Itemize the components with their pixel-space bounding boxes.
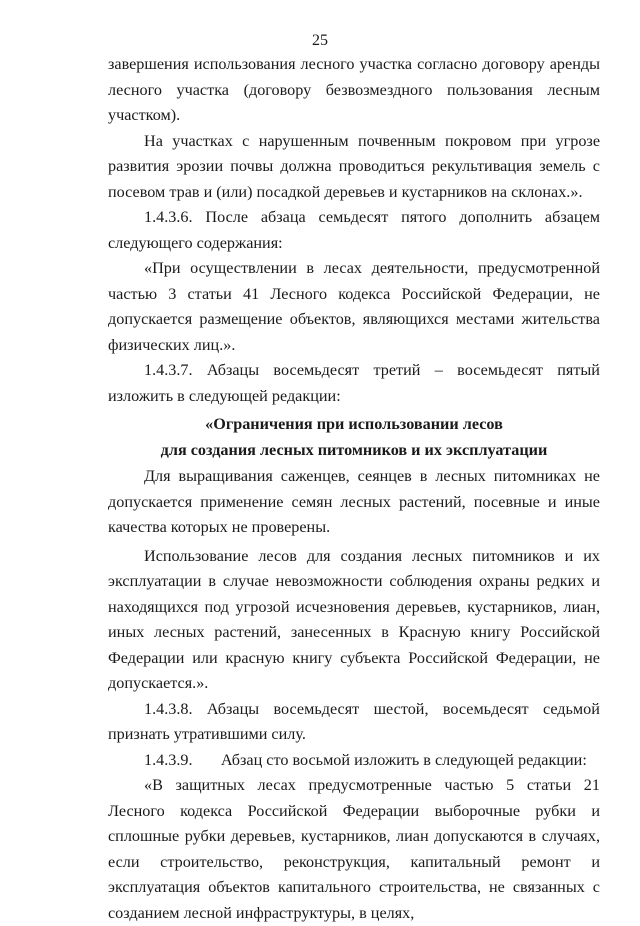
clause-word: третий xyxy=(373,361,421,379)
section-heading-line-1: «Ограничения при использовании лесов xyxy=(205,415,503,433)
clause-word: пятого xyxy=(401,208,447,226)
clause-word: восемьдесят xyxy=(442,699,529,718)
clause-word: абзаца xyxy=(260,208,306,226)
clause-word: абзацем xyxy=(544,208,600,226)
clause-continuation: следующего содержания: xyxy=(108,233,283,252)
clause-text: Абзац сто восьмой изложить в следующей редакции: xyxy=(220,750,587,769)
clause-1-4-3-8 xyxy=(108,697,600,723)
clause-word: Абзацы xyxy=(206,699,260,718)
paragraph-seeds: Для выращивания саженцев, сеянцев в лесных питомниках не допускается применение семян лесных растений, посевные и иные качества которых не проверены. xyxy=(108,467,600,536)
paragraph-nurseries: Использование лесов для создания лесных питомников и их эксплуатации в случае невозможности соблюдения охраны редких и находящихся под угрозой исчезновения деревьев, кустарников, лиан, иных лесных растений, занесенных в Красную книгу Российской Федерации или красную книгу субъекта Российской Федерации, не допускается.». xyxy=(108,546,600,692)
clause-word: восемьдесят xyxy=(273,699,360,718)
clause-1-4-3-7 xyxy=(108,358,600,384)
paragraph-protective-forests: «В защитных лесах предусмотренные частью 5 статьи 21 Лесного кодекса Российской Федерации выборочные рубки и сплошные рубки деревьев, кустарников, лиан допускаются в случаях, если строительство, реконструкция, капитальный ремонт и эксплуатация объектов капитального строительства, не связанных с созданием лесной инфраструктуры, в целях, xyxy=(108,776,600,922)
clause-number: 1.4.3.7. xyxy=(144,361,193,379)
clause-number: 1.4.3.9. xyxy=(144,750,193,769)
clause-word: дополнить xyxy=(459,208,533,226)
clause-1-4-3-6 xyxy=(108,205,600,231)
clause-continuation: изложить в следующей редакции: xyxy=(108,386,341,405)
clause-number: 1.4.3.6. xyxy=(144,208,193,226)
clause-word: седьмой xyxy=(542,699,600,718)
paragraph-recultivation: На участках с нарушенным почвенным покровом при угрозе развития эрозии почвы должна проводиться рекультивация земель с посевом трав и (или) посадкой деревьев и кустарников на склонах.». xyxy=(108,131,600,201)
section-heading-line-2: для создания лесных питомников и их эксплуатации xyxy=(160,440,548,459)
paragraph-quote-article-41: «При осуществлении в лесах деятельности, предусмотренной частью 3 статьи 41 Лесного кодекса Российской Федерации, не допускается размещение объектов, являющихся местами жительства физических лиц.». xyxy=(108,259,600,354)
clause-continuation: признать утратившими силу. xyxy=(108,725,306,743)
clause-number: 1.4.3.8. xyxy=(144,699,193,718)
clause-word: пятый xyxy=(557,361,600,379)
clause-word: восемьдесят xyxy=(457,361,543,379)
clause-word: восемьдесят xyxy=(273,361,360,379)
paragraph-continuation: завершения использования лесного участка согласно договору аренды лесного участка (договору безвозмездного пользования лесным участком). xyxy=(108,55,600,124)
clause-1-4-3-9 xyxy=(108,748,600,774)
clause-word: – xyxy=(434,361,443,379)
clause-word: семьдесят xyxy=(318,208,389,226)
clause-word: Абзацы xyxy=(206,361,260,379)
clause-word: шестой, xyxy=(373,699,429,718)
page-number: 25 xyxy=(312,32,328,49)
document-body xyxy=(108,52,600,926)
clause-word: После xyxy=(205,208,249,226)
